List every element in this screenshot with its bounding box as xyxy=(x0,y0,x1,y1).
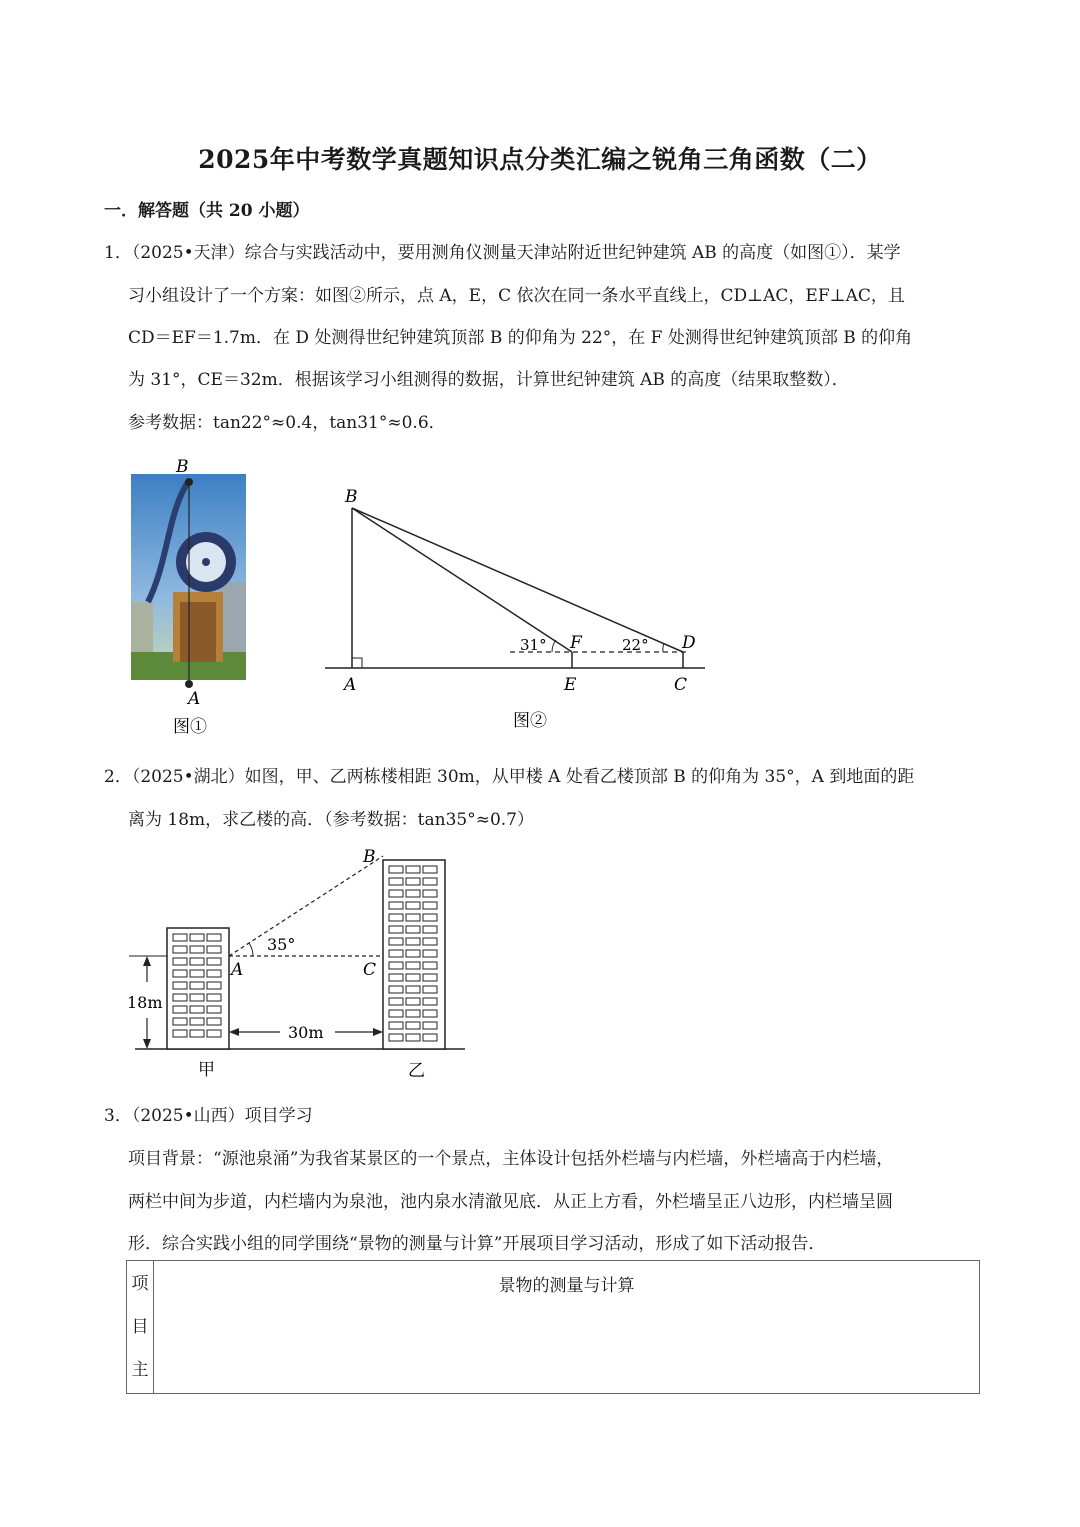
q3-line-3: 两栏中间为步道，内栏墙内为泉池，池内泉水清澈见底．从正上方看，外栏墙呈正八边形，内栏墙呈圆 xyxy=(128,1192,893,1212)
fig1-caption: 图① xyxy=(173,717,207,737)
q2-distance-label: 30m xyxy=(288,1023,324,1042)
q2-label-a: A xyxy=(231,960,244,980)
row-header-char: 主 xyxy=(131,1360,149,1380)
fig2-angle-31: 31° xyxy=(520,636,547,654)
angle-diagram xyxy=(320,480,720,740)
q1-line-2: 习小组设计了一个方案：如图②所示，点 A，E，C 依次在同一条水平直线上，CD⊥AC，EF⊥AC，且 xyxy=(128,286,905,306)
row-header-char: 目 xyxy=(131,1317,149,1337)
buildings-diagram xyxy=(125,842,470,1087)
q2-building-yi: 乙 xyxy=(408,1061,425,1081)
q2-line-2: 离为 18m，求乙楼的高．（参考数据：tan35°≈0.7） xyxy=(128,810,534,830)
fig2-label-a: A xyxy=(344,675,357,695)
row-header-cell xyxy=(127,1261,154,1394)
q3-line-1: 3．（2025•山西）项目学习 xyxy=(104,1106,313,1126)
fig2-angle-22: 22° xyxy=(622,636,649,654)
q2-label-b: B xyxy=(363,847,376,867)
fig1-label-a: A xyxy=(188,689,201,709)
q1-figure-2 xyxy=(320,480,720,740)
q1-figure-1 xyxy=(128,452,253,742)
q3-line-2: 项目背景：“源池泉涌”为我省某景区的一个景点，主体设计包括外栏墙与内栏墙，外栏墙高于内栏墙， xyxy=(128,1149,894,1169)
fig1-label-b: B xyxy=(176,457,189,477)
page-title: 2025年中考数学真题知识点分类汇编之锐角三角函数（二） xyxy=(198,145,882,174)
project-topic-cell xyxy=(154,1261,980,1394)
q1-line-5: 参考数据：tan22°≈0.4，tan31°≈0.6． xyxy=(128,413,446,433)
q2-figure xyxy=(125,842,470,1087)
fig2-label-d: D xyxy=(682,633,696,653)
q1-line-3: CD＝EF＝1.7m．在 D 处测得世纪钟建筑顶部 B 的仰角为 22°，在 F 处测得世纪钟建筑顶部 B 的仰角 xyxy=(128,328,913,348)
section-heading: 一．解答题（共 20 小题） xyxy=(104,201,310,221)
row-header-char: 项 xyxy=(131,1274,149,1294)
activity-report-table xyxy=(126,1260,980,1394)
q1-line-4: 为 31°，CE＝32m．根据该学习小组测得的数据，计算世纪钟建筑 AB 的高度（结果取整数）． xyxy=(128,370,849,390)
q2-angle-label: 35° xyxy=(267,935,296,954)
q2-line-1: 2．（2025•湖北）如图，甲、乙两栋楼相距 30m，从甲楼 A 处看乙楼顶部 B 的仰角为 35°，A 到地面的距 xyxy=(104,767,915,787)
fig2-label-b: B xyxy=(345,487,358,507)
project-topic: 景物的测量与计算 xyxy=(498,1276,635,1296)
q1-line-1: 1．（2025•天津）综合与实践活动中，要用测角仪测量天津站附近世纪钟建筑 AB 的高度（如图①）．某学 xyxy=(104,243,901,263)
q2-height-label: 18m xyxy=(127,993,163,1012)
clock-tower-photo xyxy=(128,452,253,742)
fig2-label-e: E xyxy=(564,675,577,695)
fig2-label-c: C xyxy=(674,675,688,695)
q2-label-c: C xyxy=(363,960,377,980)
fig2-caption: 图② xyxy=(513,711,547,731)
q3-line-4: 形．综合实践小组的同学围绕“景物的测量与计算”开展项目学习活动，形成了如下活动报告． xyxy=(128,1234,826,1254)
q2-building-jia: 甲 xyxy=(198,1060,215,1080)
fig2-label-f: F xyxy=(570,633,582,653)
